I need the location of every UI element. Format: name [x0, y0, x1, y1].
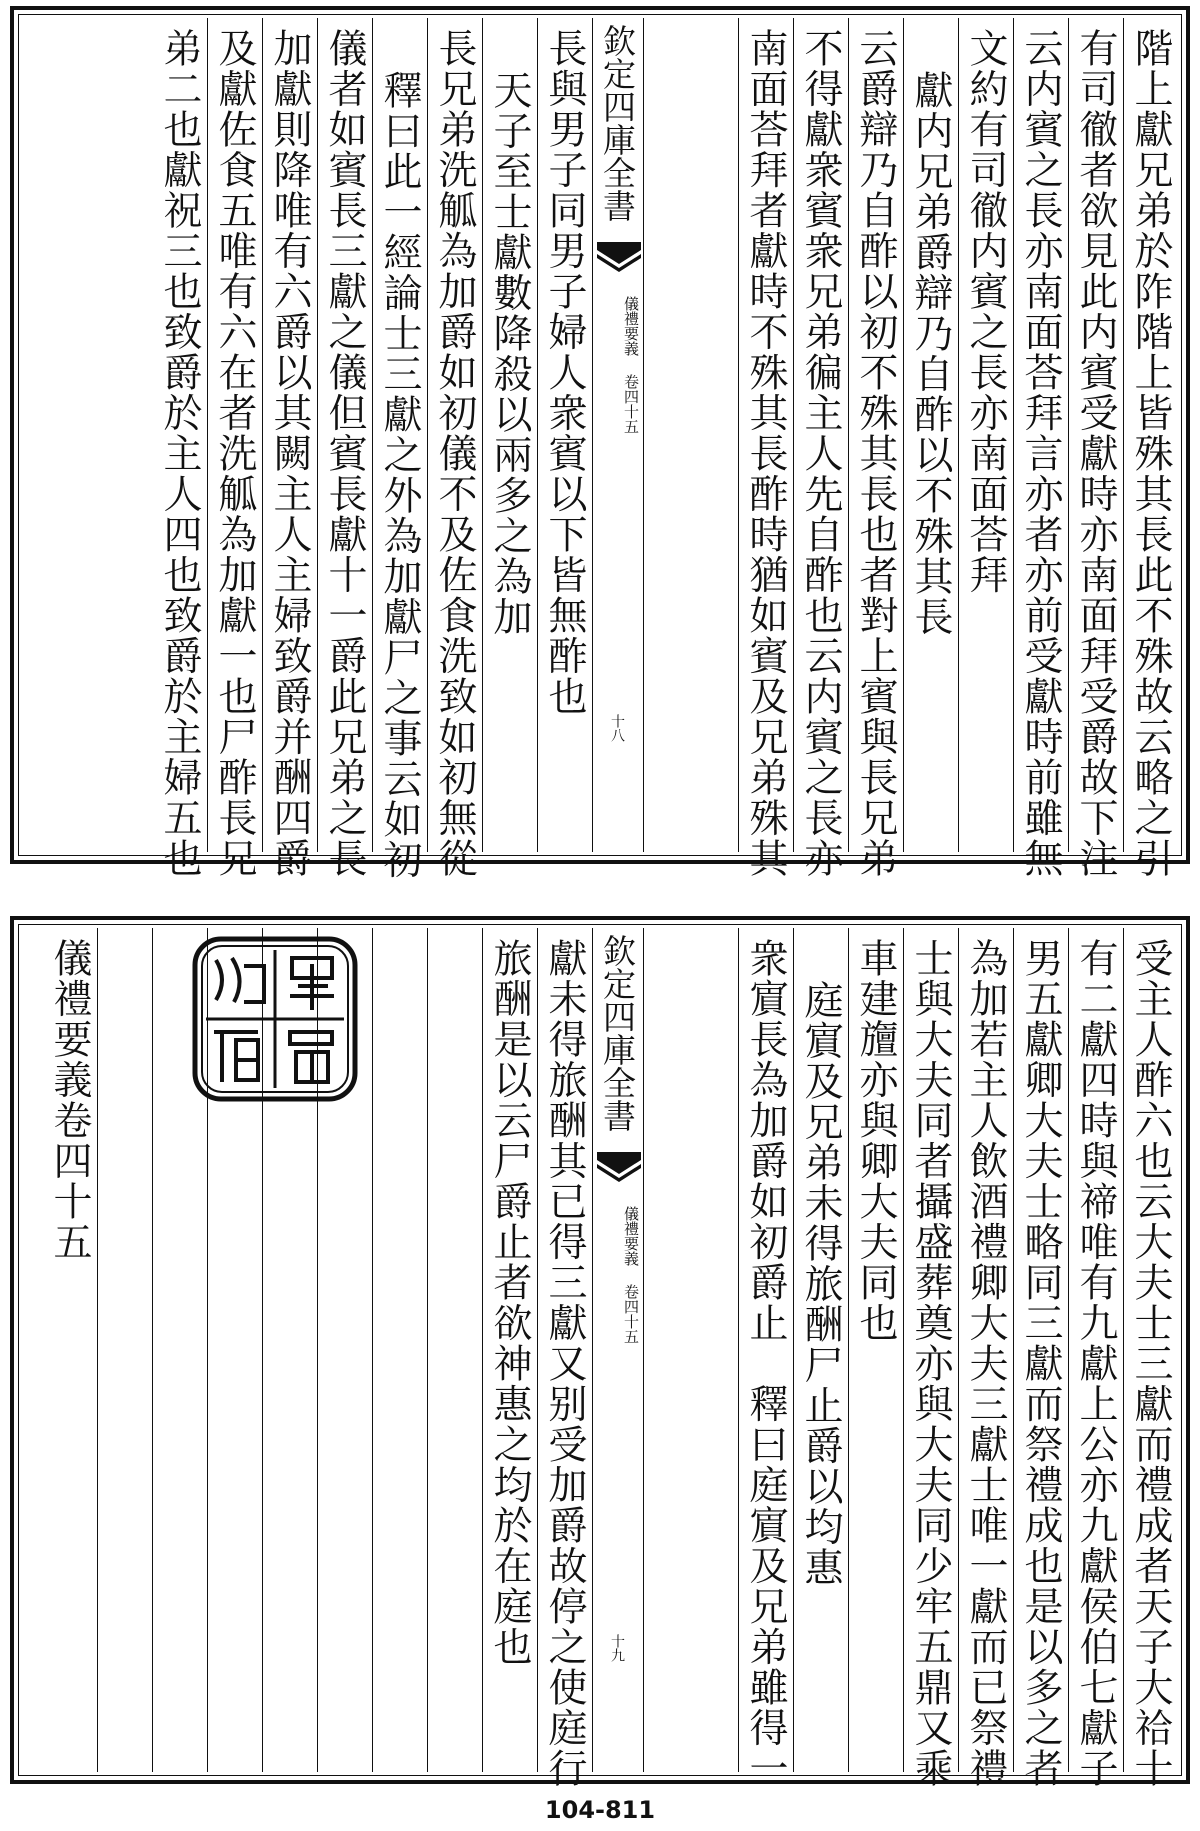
leaf-number: 十九	[609, 1634, 625, 1662]
leaf-number: 十八	[609, 714, 625, 742]
column-text: 為加若主人飲酒禮卿大夫三獻士唯一獻而已祭禮	[963, 938, 1008, 1789]
imperial-seal-stamp	[192, 936, 358, 1102]
column-text: 云爵辯乃自酢以初不殊其長也者對上賓與長兄弟	[853, 28, 898, 879]
book-title: 儀禮要義	[622, 296, 640, 356]
end-title-column	[22, 928, 97, 1772]
column-text: 庭賔及兄弟未得旅酬尸止爵以均惠	[798, 980, 843, 1588]
column-text: 加獻則降唯有六爵以其闕主人主婦致爵并酬四爵	[267, 28, 312, 879]
text-column	[1068, 18, 1123, 879]
column-text: 弟二也獻祝三也致爵於主人四也致爵於主婦五也	[157, 28, 202, 879]
text-column	[1123, 18, 1178, 879]
text-column	[207, 18, 262, 879]
text-column	[317, 18, 372, 879]
text-column	[1013, 18, 1068, 879]
text-column	[903, 928, 958, 1789]
fish-tail-ornament-icon	[595, 1150, 643, 1190]
column-text: 有二獻四時與禘唯有九獻上公亦九獻侯伯七獻子	[1073, 938, 1118, 1789]
end-title: 儀禮要義卷四十五	[47, 938, 92, 1262]
blank-column	[97, 928, 152, 1772]
column-text: 有司徹者欲見此内賓受獻時亦南面拜受爵故下注	[1073, 28, 1118, 879]
fish-tail-ornament-icon	[595, 240, 643, 280]
text-column	[793, 928, 848, 1772]
text-column	[958, 18, 1013, 852]
text-column	[537, 18, 592, 852]
text-column	[482, 928, 537, 1772]
running-head	[592, 18, 644, 852]
juan-number: 卷四十五	[622, 374, 640, 434]
column-text: 云内賓之長亦南面荅拜言亦者亦前受獻時前雖無	[1018, 28, 1063, 879]
column-text: 車建旜亦與卿大夫同也	[853, 938, 898, 1343]
column-text: 不得獻衆賓衆兄弟徧主人先自酢也云内賓之長亦	[798, 28, 843, 879]
book-and-juan-label	[593, 296, 643, 434]
text-column	[537, 928, 592, 1789]
text-column	[738, 18, 793, 879]
text-column	[738, 928, 793, 1789]
book-and-juan-label	[593, 1206, 643, 1344]
column-text: 長與男子同男子婦人衆賓以下皆無酢也	[542, 28, 587, 717]
text-column	[372, 18, 427, 880]
column-text: 及獻佐食五唯有六在者洗觚為加獻一也尸酢長兄	[212, 28, 257, 879]
column-text: 受主人酢六也云大夫士三獻而禮成者天子大祫十	[1128, 938, 1173, 1789]
bottom-page	[10, 916, 1190, 1789]
column-text: 旅酬是以云尸爵止者欲神惠之均於在庭也	[487, 938, 532, 1667]
column-text: 男五獻卿大夫士略同三獻而祭禮成也是以多之者	[1018, 938, 1063, 1789]
text-column	[1068, 928, 1123, 1789]
blank-column	[372, 928, 427, 1772]
text-column	[848, 928, 903, 1772]
plate-number: 104-811	[544, 1796, 656, 1824]
text-column	[427, 18, 482, 879]
column-text: 獻未得旅酬其已得三獻又别受加爵故停之使庭行	[542, 938, 587, 1789]
column-text: 衆賔長為加爵如初爵止 釋曰庭賔及兄弟雖得一	[743, 938, 788, 1789]
text-column	[262, 18, 317, 879]
collection-title: 欽定四庫全書	[598, 24, 637, 222]
column-text: 天子至士獻數降殺以兩多之為加	[487, 70, 532, 637]
text-column	[1123, 928, 1178, 1789]
column-text: 階上獻兄弟於阼階上皆殊其長此不殊故云略之引	[1128, 28, 1173, 879]
column-text: 士與大夫同者攝盛葬奠亦與大夫同少牢五鼎又乘	[908, 938, 953, 1789]
top-page	[10, 6, 1190, 880]
column-text: 長兄弟洗觚為加爵如初儀不及佐食洗致如初無從	[432, 28, 477, 879]
top-page-columns	[22, 18, 1178, 880]
collection-title: 欽定四庫全書	[598, 934, 637, 1132]
text-column	[482, 18, 537, 852]
bottom-page-columns	[22, 928, 1178, 1789]
column-text: 釋曰此一經論士三獻之外為加獻尸之事云如初	[377, 70, 422, 880]
column-text: 文約有司徹内賓之長亦南面荅拜	[963, 28, 1008, 595]
book-title: 儀禮要義	[622, 1206, 640, 1266]
juan-number: 卷四十五	[622, 1284, 640, 1344]
text-column	[903, 18, 958, 852]
text-column	[793, 18, 848, 879]
column-text: 南面荅拜者獻時不殊其長酢時猶如賓及兄弟殊其	[743, 28, 788, 879]
text-column	[22, 18, 207, 879]
text-column	[958, 928, 1013, 1789]
text-column	[848, 18, 903, 879]
column-text: 獻内兄弟爵辯乃自酢以不殊其長	[908, 70, 953, 637]
column-text: 儀者如賓長三獻之儀但賓長獻十一爵此兄弟之長	[322, 28, 367, 879]
running-head	[592, 928, 644, 1772]
blank-column	[427, 928, 482, 1772]
text-column	[1013, 928, 1068, 1789]
